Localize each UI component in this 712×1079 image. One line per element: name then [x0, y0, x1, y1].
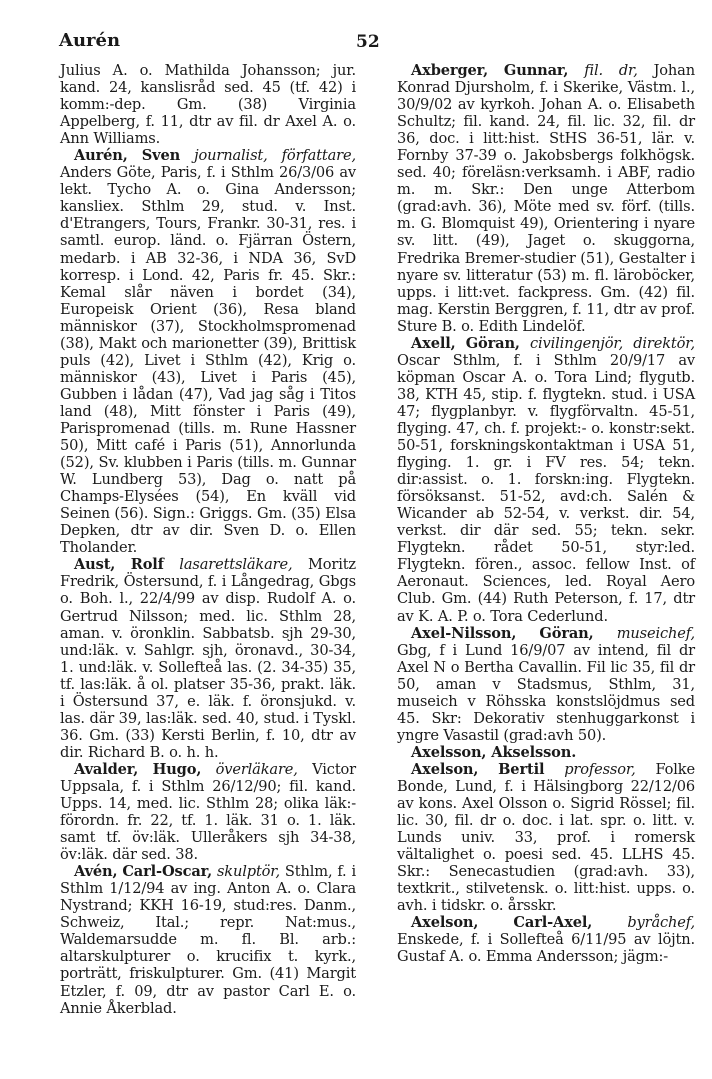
- entry-axel-nilsson: [397, 625, 695, 744]
- entry-title: museichef,: [616, 624, 695, 642]
- entry-text: Victor Uppsala, f. i Sthlm 26/12/90; fil. kand. Upps. 14, med. lic. Sthlm 28; olika läk:-förordn. fr. 22, tf. 1. läk. 31 o. 1. läk. samt tf. öv:läk. Ulleråkers sjh 34-38, öv:läk. där sed. 38.: [60, 760, 356, 864]
- entry-title: överläkare,: [215, 760, 298, 778]
- right-column: [397, 62, 695, 965]
- entry-axelson-carl-axel: [397, 914, 695, 965]
- entry-headword: Axel-Nilsson,: [411, 624, 517, 642]
- running-head: Aurén: [59, 30, 121, 51]
- page-number: 52: [356, 32, 380, 52]
- entry-axberger: [397, 62, 695, 335]
- entry-text: Johan Konrad Djursholm, f. i Skerike, Västm. l., 30/9/02 av kyrkoh. Johan A. o. Elisabeth Schultz; fil. kand. 24, fil. lic. 32, fil. dr 36, doc. i litt:hist. StHS 36-51, lär. v. Fornby 37-39 o. Jakobsbergs folkhögsk. sed. 40; föreläsn:verksamh. i ABF, radio m. m. Skr.: Den unge Atterbom (grad:avh. 36), Möte med sv. förf. (tills. m. G. Blomquist 49), Orientering i nyare sv. litt. (49), Jaget o. skuggorna, Fredrika Bremer-studier (51), Gestalter i nyare sv. litteratur (53) m. fl. läroböcker, upps. i litt:vet. fackpress. Gm. (42) fil. mag. Kerstin Berggren, f. 11, dtr av prof. Sture B. o. Edith Lindelöf.: [397, 62, 695, 335]
- entry-title: professor,: [564, 760, 636, 778]
- entry-avalder: [60, 761, 356, 863]
- entry-headword: Axberger,: [411, 62, 489, 79]
- entry-text: Enskede, f. i Sollefteå 6/11/95 av löjtn. Gustaf A. o. Emma Andersson; jägm:-: [397, 931, 695, 966]
- entry-axelsson-crossref: [397, 744, 695, 761]
- entry-title: civilingenjör, direktör,: [530, 334, 695, 352]
- entry-text: Moritz Fredrik, Östersund, f. i Långedrag, Gbgs o. Boh. l., 22/4/99 av disp. Rudolf A. o. Gertrud Nilsson; med. lic. Sthlm 28, aman. v. öronklin. Sabbatsb. sjh 29-30, und:läk. v. Sahlgr. sjh, öronavd., 30-34, 1. und:läk. v. Sollefteå las. (2. 34-35) 35, tf. las:läk. å ol. platser 35-36, prakt. läk. i Östersund 37, e. läk. f. öronsjukd. v. las. där 39, las:läk. sed. 40, stud. i Tyskl. 36. Gm. (33) Kersti Berlin, f. 10, dtr av dir. Richard B. o. h. h.: [60, 556, 356, 761]
- entry-title: lasarettsläkare,: [179, 556, 293, 574]
- entry-headword: Aust,: [74, 556, 116, 574]
- entry-headword: Aurén,: [74, 147, 128, 165]
- entry-given-name: Carl-Axel,: [513, 914, 593, 932]
- entry-given-name: Hugo,: [152, 760, 202, 778]
- entry-text: Oscar Sthlm, f. i Sthlm 20/9/17 av köpman Oscar A. o. Tora Lind; flygutb. 38, KTH 45, stip. f. flygtekn. stud. i USA 47; flygplanbyr. v. flygförvaltn. 45-51, flyging. 47, ch. f. projekt:- o. konstr:sekt. 50-51, forskningskontaktman i USA 51, flyging. 1. gr. i FV res. 54; tekn. dir:assist. o. 1. forskn:ing. Flygtekn. försöksanst. 51-52, avd:ch. Salén & Wicander ab 52-54, v. verkst. dir. 54, verkst. dir där sed. 55; tekn. sekr. Flygtekn. rådet 50-51, styr:led. Flygtekn. fören., assoc. fellow Inst. of Aeronaut. Sciences, led. Royal Aero Club. Gm. (44) Ruth Peterson, f. 17, dtr av K. A. P. o. Tora Cederlund.: [397, 351, 695, 625]
- entry-title: journalist, författare,: [194, 147, 356, 165]
- entry-headword: Axelson,: [411, 760, 479, 778]
- entry-text: Anders Göte, Paris, f. i Sthlm 26/3/06 av lekt. Tycho A. o. Gina Andersson; kansliex. Sthlm 29, stud. v. Inst. d'Etrangers, Tours, Frankr. 30-31, res. i samtl. europ. länd. o. Fjärran Östern, medarb. i AB 32-36, i NDA 36, SvD korresp. i Lond. 42, Paris fr. 45. Skr.: Kemal slår näven i bordet (34), Europeisk Orient (36), Resa bland människor (37), Stockholmspromenad (38), Makt och marionetter (39), Brittisk puls (42), Livet i Sthlm (42), Krig o. människor (43), Livet i Paris (45), Gubben i lådan (47), Vad jag såg i Titos land (48), Mitt fönster i Paris (49), Parispromenad (tills. m. Rune Hassner 50), Mitt café i Paris (51), Annorlunda (52), Sv. klubben i Paris (tills. m. Gunnar W. Lundberg 53), Dag o. natt på Champs-Elysées (54), En kväll vid Seinen (56). Sign.: Griggs. Gm. (35) Elsa Depken, dtr av dir. Sven D. o. Ellen Tholander.: [60, 164, 356, 557]
- entry-headword: Axelson,: [411, 914, 479, 932]
- entry-continuation: [60, 62, 356, 147]
- entry-title: byråchef,: [627, 914, 695, 932]
- entry-headword: Avalder,: [74, 760, 139, 778]
- entry-title: fil. dr,: [584, 62, 638, 79]
- entry-axell: [397, 335, 695, 625]
- entry-aven: [60, 863, 356, 1016]
- entry-given-name: Carl-Oscar,: [122, 863, 213, 881]
- entry-aust: [60, 556, 356, 761]
- entry-text: Gbg, f i Lund 16/9/07 av intend, fil dr Axel N o Bertha Cavallin. Fil lic 35, fil dr 50, aman v Stadsmus, Sthlm, 31, museich v Röhsska konstslöjdmus sed 45. Skr: Dekorativ stenhuggarkonst i yngre Vasastil (grad:avh 50).: [397, 641, 695, 744]
- entry-given-name: Göran,: [539, 624, 594, 642]
- entry-given-name: Gunnar,: [503, 62, 569, 79]
- entry-given-name: Rolf: [130, 556, 164, 574]
- entry-text: Folke Bonde, Lund, f. i Hälsingborg 22/12/06 av kons. Axel Olsson o. Sigrid Rössel; fil. lic. 30, fil. dr o. doc. i lat. spr. o. litt. v. Lunds univ. 33, prof. i romersk vältalighet o. poesi sed. 45. LLHS 45. Skr.: Senecastudien (grad:avh. 33), textkrit., stilvetensk. o. litt:hist. upps. o. avh. i tidskr. o. årsskr.: [397, 760, 695, 915]
- entry-headword: Axelsson, Akselsson.: [411, 743, 577, 761]
- left-column: [60, 62, 356, 1017]
- entry-headword: Axell,: [411, 334, 456, 352]
- entry-given-name: Göran,: [465, 334, 520, 352]
- entry-headword: Avén,: [74, 863, 118, 881]
- entry-text: Sthlm, f. i Sthlm 1/12/94 av ing. Anton A. o. Clara Nystrand; KKH 16-19, stud:res. Danm., Schweiz, Ital.; repr. Nat:mus., Waldemarsudde m. fl. Bl. arb.: altarskulpturer o. krucifix t. kyrk., porträtt, friskulpturer. Gm. (41) Margit Etzler, f. 09, dtr av pastor Carl E. o. Annie Åkerblad.: [60, 863, 356, 1017]
- entry-auren: [60, 147, 356, 556]
- entry-text: Julius A. o. Mathilda Johansson; jur. kand. 24, kanslisråd sed. 45 (tf. 42) i komm:-dep. Gm. (38) Virginia Appelberg, f. 11, dtr av fil. dr Axel A. o. Ann Williams.: [60, 62, 356, 148]
- entry-given-name: Sven: [141, 147, 181, 165]
- entry-axelson-bertil: [397, 761, 695, 914]
- entry-given-name: Bertil: [498, 760, 545, 778]
- entry-title: skulptör,: [216, 863, 281, 881]
